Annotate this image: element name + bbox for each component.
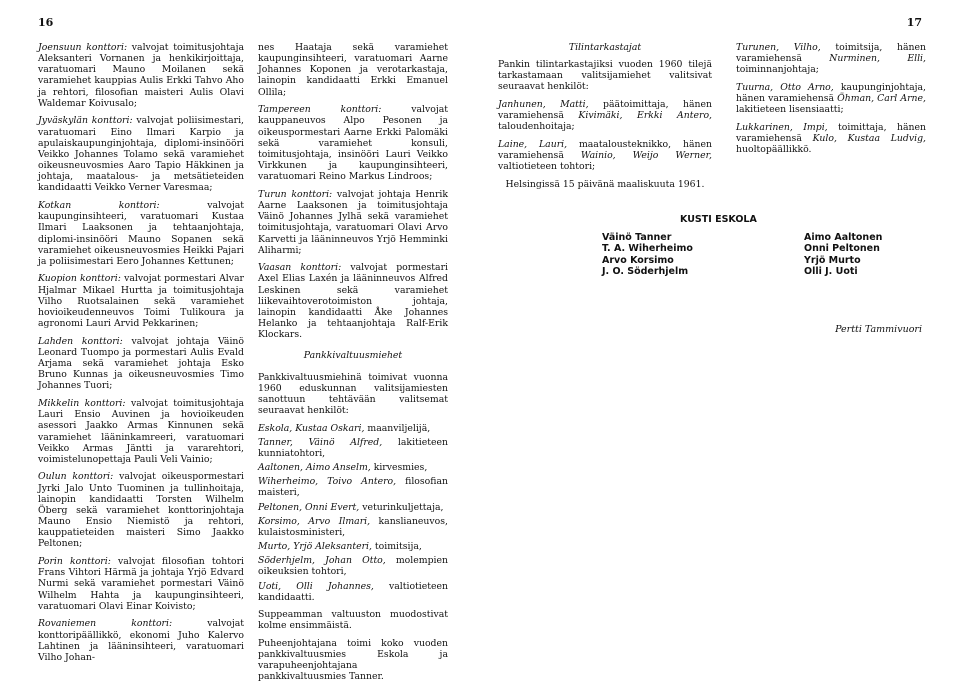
member-entry: Murto, Yrjö Aleksanteri, toimitsija, (258, 541, 422, 553)
member-entry: Korsimo, Arvo Ilmari, kanslianeuvos, kulaistosministeri, (258, 515, 448, 538)
page-number-left: 16 (38, 16, 54, 29)
auditor-entry: Janhunen, Matti, päätoimittaja, hänen varamiehensä Kivimäki, Erkki Antero, taloudenhoitaja; (498, 99, 712, 133)
office-entry: Tampereen konttori: valvojat kauppaneuvos Alpo Pesonen ja oikeuspormestari Aarne Erkki Palomäki sekä varamiehet konsuli, toimitusjohtaja, insinööri Lauri Veikko Virkkunen ja kaupunginsihteeri, varatuomari Reino Markus Lindroos; (258, 104, 448, 183)
signature-main: KUSTI ESKOLA (680, 214, 757, 225)
closing-paragraph: Suppeamman valtuuston muodostivat kolme ensimmäistä. (258, 608, 448, 632)
office-entry: Turun konttori: valvojat johtaja Henrik Aarne Laaksonen ja toimitusjohtaja Väinö Johannes Jylhä sekä varamiehet toimitusjohtaja, varatuomari Olavi Arvo Karvetti ja lääninneuvos Yrjö Hemminki Aliharmi; (258, 188, 448, 256)
member-entry: Aaltonen, Aimo Anselm, kirvesmies, (258, 462, 428, 474)
member-entry: Söderhjelm, Johan Otto, molempien oikeuksien tohtori, (258, 555, 448, 578)
office-entry: Vaasan konttori: valvojat pormestari Axel Elias Laxén ja lääninneuvos Alfred Leskinen sekä varamiehet liikevaihtoverotoimiston johtaja, lainopin kandidaatti Åke Johannes Helanko ja tehtaanjohtaja Ralf-Erik Klockars. (258, 262, 448, 341)
office-entry: Oulun konttori: valvojat oikeuspormestari Jyrki Jalo Unto Tuominen ja tullinhoitaja, lainopin kandidaatti Torsten Wilhelm Öberg sekä varamiehet konttorinjohtaja Mauno Ensio Niemistö ja rehtori, kauppatieteiden maisteri Simo Jaakko Peltonen; (38, 471, 244, 550)
office-entry: Joensuun konttori: valvojat toimitusjohtaja Aleksanteri Vornanen ja henkikirjoittaja, varatuomari Mauno Moilanen sekä varamiehet kauppias Aulis Erkki Tahvo Aho ja rehtori, filosofian maisteri Aulis Olavi Waldemar Koivusalo; (38, 42, 244, 109)
office-entry: Mikkelin konttori: valvojat toimitusjohtaja Lauri Ensio Auvinen ja hovioikeuden asessori Jaakko Armas Kinnunen sekä varamiehet lääninkamreeri, varatuomari Veikko Armas Jäntti ja vararehtori, voimistelunopettaja Pauli Veli Vainio; (38, 398, 244, 465)
signature-name: Onni Peltonen (804, 243, 880, 255)
section-intro: Pankin tilintarkastajiksi vuoden 1960 tilejä tarkastamaan valitsijamiehet valitsivat seuraavat henkilöt: (498, 59, 712, 93)
right-page-column-1 (498, 42, 712, 190)
signature-final: Pertti Tammivuori (835, 324, 922, 335)
auditor-entry: Turunen, Vilho, toimitsija, hänen varamiehensä Nurminen, Elli, toiminnanjohtaja; (736, 42, 927, 76)
date-line: Helsingissä 15 päivänä maaliskuuta 1961. (505, 179, 705, 191)
signature-name: Väinö Tanner (602, 232, 672, 243)
member-entry: Peltonen, Onni Evert, veturinkuljettaja, (258, 501, 444, 513)
signature-name: Arvo Korsimo (602, 254, 674, 266)
signature-column-left (602, 232, 693, 278)
office-entry: Rovaniemen konttori: valvojat konttoripäällikkö, ekonomi Juho Kalervo Lahtinen ja lääninsihteeri, varatuomari Vilho Johan- (38, 618, 244, 663)
auditor-entry: Tuurna, Otto Arno, kaupunginjohtaja, hänen varamiehensä Öhman, Carl Arne, lakitieteen lisensiaatti; (736, 81, 927, 116)
signature-name: J. O. Söderhjelm (602, 266, 689, 278)
member-entry: Uoti, Olli Johannes, valtiotieteen kandidaatti. (258, 580, 448, 603)
office-entry: nes Haataja sekä varamiehet kaupunginsihteeri, varatuomari Aarne Johannes Koponen ja verotarkastaja, lainopin kandidaatti Erkki Emanuel Ollila; (258, 42, 448, 98)
office-entry: Jyväskylän konttori: valvojat poliisimestari, varatuomari Eino Ilmari Karpio ja apulaiskaupunginjohtaja, diplomi-insinööri Veikko Johannes Tolamo sekä varamiehet oikeusneuvosmies Aaro Tapio Häkkinen ja johtaja, maatalous- ja metsätieteiden kandidaatti Veikko Verner Varesmaa; (38, 115, 244, 194)
member-entry: Wiherheimo, Toivo Antero, filosofian maisteri, (258, 476, 448, 499)
office-entry: Kotkan konttori: valvojat kaupunginsihteeri, varatuomari Kustaa Ilmari Laaksonen ja tehtaanjohtaja, diplomi-insinööri Mauno Sopanen sekä varamiehet oikeusneuvosmies Heikki Pajari ja poliisimestari Eero Johannes Kettunen; (38, 200, 244, 267)
office-entry: Kuopion konttori: valvojat pormestari Alvar Hjalmar Mikael Hurtta ja toimitusjohtaja Vilho Ruotsalainen sekä varamiehet hovioikeudenneuvos Toimi Tulikoura ja agronomi Lauri Arvid Pekkarinen; (38, 273, 244, 330)
left-page-column-1 (38, 42, 244, 669)
signature-name: Aimo Aaltonen (804, 232, 883, 243)
page-number-right: 17 (906, 16, 922, 29)
signature-name: Olli J. Uoti (804, 266, 858, 278)
signature-column-right (804, 232, 882, 278)
member-entry: Eskola, Kustaa Oskari, maanviljelijä, (258, 422, 431, 434)
auditor-entry: Lukkarinen, Impi, toimittaja, hänen varamiehensä Kulo, Kustaa Ludvig, huoltopäällikkö. (736, 121, 926, 156)
member-entry: Tanner, Väinö Alfred, lakitieteen kunniatohtori, (258, 436, 448, 459)
office-entry: Porin konttori: valvojat filosofian tohtori Frans Vihtori Härmä ja johtaja Yrjö Edvard Nurmi sekä varamiehet pormestari Väinö Wilhelm Hahta ja kaupunginsihteeri, varatuomari Olavi Einar Koivisto; (38, 556, 244, 612)
section-intro: Pankkivaltuusmiehinä toimivat vuonna 1960 eduskunnan valitsijamiesten sanottuun tehtävään valitsemat seuraavat henkilöt: (258, 371, 448, 417)
signature-name: Yrjö Murto (804, 254, 861, 266)
signature-name: T. A. Wiherheimo (602, 243, 693, 255)
office-entry: Lahden konttori: valvojat johtaja Väinö Leonard Tuompo ja pormestari Aulis Evald Arjama sekä varamiehet johtaja Esko Bruno Kunnas ja oikeusneuvosmies Timo Johannes Tuori; (38, 335, 245, 392)
section-heading-pankkivaltuusmiehet: Pankkivaltuusmiehet (303, 350, 403, 362)
left-page (0, 0, 480, 683)
right-page-column-2 (736, 42, 926, 162)
left-page-column-2 (258, 42, 448, 689)
closing-paragraph: Puheenjohtajana toimi koko vuoden pankkivaltuusmies Eskola ja varapuheenjohtajana pankkivaltuusmies Tanner. (258, 637, 448, 683)
right-page (480, 0, 960, 673)
auditor-entry: Laine, Lauri, maatalousteknikko, hänen varamiehensä Wainio, Weijo Werner, valtiotieteen tohtori; (498, 139, 712, 173)
section-heading-tilintarkastajat: Tilintarkastajat (568, 42, 642, 53)
